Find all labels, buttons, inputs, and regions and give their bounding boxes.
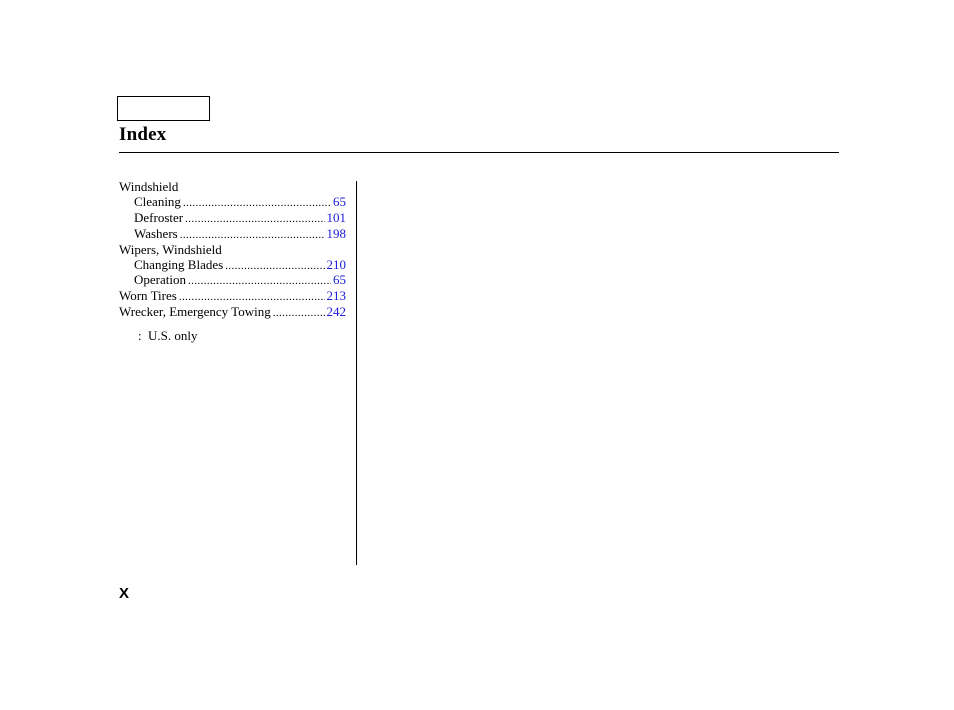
page-link[interactable]: 198 [326, 225, 346, 241]
page-link[interactable]: 65 [333, 193, 346, 209]
page-link[interactable]: 210 [326, 256, 346, 272]
page-link[interactable]: 242 [326, 304, 346, 320]
index-term: Worn Tires [119, 288, 177, 304]
index-term: Defroster [134, 209, 184, 225]
column-divider [356, 181, 357, 565]
index-term: Cleaning [134, 193, 181, 209]
dot-leader [188, 274, 331, 289]
index-term: Windshield [119, 179, 179, 194]
page-link[interactable]: 65 [333, 272, 346, 288]
page-number: X [119, 585, 130, 602]
index-term: Wipers, Windshield [119, 241, 222, 257]
index-heading-wipers [119, 243, 346, 258]
dot-leader [179, 290, 325, 305]
dot-leader [183, 196, 331, 211]
index-entry-washers [119, 227, 346, 243]
page-link[interactable]: 213 [326, 288, 346, 304]
index-entry-worn-tires [119, 289, 346, 305]
index-heading-windshield [119, 180, 346, 195]
index-entry-defroster [119, 211, 346, 227]
footnote-marker: : [138, 328, 142, 343]
index-entry-cleaning [119, 195, 346, 211]
dot-leader [180, 228, 325, 243]
index-term: Operation [134, 272, 186, 288]
dot-leader [185, 212, 324, 227]
dot-leader [225, 259, 324, 274]
index-entry-wrecker [119, 305, 346, 321]
index-term: Washers [134, 225, 178, 241]
index-entry-changing-blades [119, 258, 346, 274]
index-entry-operation [119, 273, 346, 289]
index-term: Wrecker, Emergency Towing [119, 304, 271, 320]
index-list [119, 180, 346, 321]
footnote-text: U.S. only [148, 328, 198, 343]
footnote [138, 328, 197, 344]
index-term: Changing Blades [134, 256, 224, 272]
title-divider [119, 152, 839, 153]
page-title: Index [119, 124, 167, 145]
dot-leader [273, 306, 325, 321]
page-link[interactable]: 101 [326, 209, 346, 225]
nav-box-button[interactable] [117, 96, 210, 121]
